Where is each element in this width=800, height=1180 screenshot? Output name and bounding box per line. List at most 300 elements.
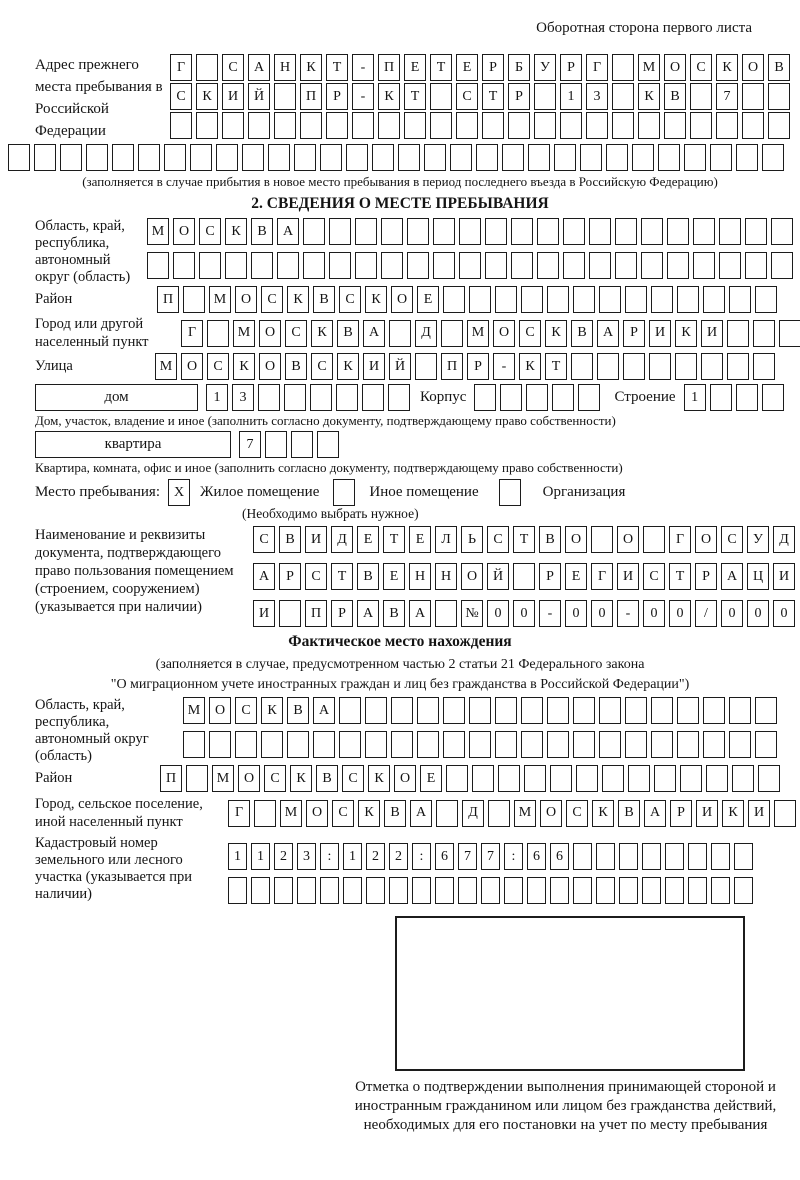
char-box[interactable]	[677, 697, 699, 724]
char-box[interactable]	[719, 218, 741, 245]
char-box[interactable]: Т	[404, 83, 426, 110]
char-box[interactable]	[710, 144, 732, 171]
char-box[interactable]: К	[378, 83, 400, 110]
char-box[interactable]: А	[313, 697, 335, 724]
char-box[interactable]: К	[519, 353, 541, 380]
char-box[interactable]: 0	[591, 600, 613, 627]
char-box[interactable]	[524, 765, 546, 792]
char-box[interactable]	[573, 843, 592, 870]
char-box[interactable]	[729, 286, 751, 313]
char-box[interactable]: К	[287, 286, 309, 313]
char-box[interactable]: Д	[462, 800, 484, 827]
char-box[interactable]: М	[147, 218, 169, 245]
char-box[interactable]	[469, 286, 491, 313]
char-box[interactable]: 2	[366, 843, 385, 870]
char-box[interactable]: Р	[539, 563, 561, 590]
char-box[interactable]	[623, 353, 645, 380]
char-box[interactable]: А	[277, 218, 299, 245]
char-box[interactable]: М	[280, 800, 302, 827]
char-box[interactable]: 0	[773, 600, 795, 627]
char-box[interactable]	[573, 697, 595, 724]
char-box[interactable]: Г	[591, 563, 613, 590]
char-box[interactable]: С	[721, 526, 743, 553]
char-box[interactable]: Р	[279, 563, 301, 590]
char-box[interactable]	[612, 83, 634, 110]
char-box[interactable]: 1	[560, 83, 582, 110]
char-box[interactable]	[450, 144, 472, 171]
char-box[interactable]	[547, 697, 569, 724]
char-box[interactable]	[580, 144, 602, 171]
char-box[interactable]: О	[540, 800, 562, 827]
char-box[interactable]	[216, 144, 238, 171]
char-box[interactable]: М	[638, 54, 660, 81]
char-box[interactable]: К	[638, 83, 660, 110]
char-box[interactable]: Г	[669, 526, 691, 553]
char-box[interactable]	[768, 112, 790, 139]
char-box[interactable]: В	[384, 800, 406, 827]
char-box[interactable]: 7	[239, 431, 261, 458]
char-box[interactable]	[291, 431, 313, 458]
char-box[interactable]	[274, 112, 296, 139]
char-box[interactable]: 3	[297, 843, 316, 870]
char-box[interactable]: К	[233, 353, 255, 380]
char-box[interactable]	[753, 353, 775, 380]
char-box[interactable]	[469, 697, 491, 724]
char-box[interactable]: Р	[331, 600, 353, 627]
char-box[interactable]	[680, 765, 702, 792]
char-box[interactable]: М	[183, 697, 205, 724]
char-box[interactable]: 0	[513, 600, 535, 627]
char-box[interactable]	[534, 83, 556, 110]
char-box[interactable]: В	[664, 83, 686, 110]
char-box[interactable]	[651, 697, 673, 724]
char-box[interactable]: Е	[357, 526, 379, 553]
char-box[interactable]	[433, 252, 455, 279]
char-box[interactable]	[458, 877, 477, 904]
char-box[interactable]: С	[690, 54, 712, 81]
char-box[interactable]	[771, 218, 793, 245]
char-box[interactable]: Р	[508, 83, 530, 110]
char-box[interactable]	[164, 144, 186, 171]
char-box[interactable]	[651, 286, 673, 313]
char-box[interactable]: О	[209, 697, 231, 724]
char-box[interactable]	[753, 320, 775, 347]
char-box[interactable]: О	[391, 286, 413, 313]
char-box[interactable]	[459, 218, 481, 245]
char-box[interactable]: А	[248, 54, 270, 81]
char-box[interactable]	[265, 431, 287, 458]
char-box[interactable]	[8, 144, 30, 171]
char-box[interactable]: О	[173, 218, 195, 245]
char-box[interactable]: В	[285, 353, 307, 380]
char-box[interactable]	[658, 144, 680, 171]
char-box[interactable]	[277, 252, 299, 279]
char-box[interactable]: К	[716, 54, 738, 81]
char-box[interactable]: Д	[331, 526, 353, 553]
char-box[interactable]: О	[238, 765, 260, 792]
char-box[interactable]: 3	[586, 83, 608, 110]
char-box[interactable]	[485, 218, 507, 245]
char-box[interactable]	[225, 252, 247, 279]
char-box[interactable]: 0	[721, 600, 743, 627]
char-box[interactable]	[734, 877, 753, 904]
char-box[interactable]	[170, 112, 192, 139]
char-box[interactable]	[690, 83, 712, 110]
char-box[interactable]	[599, 697, 621, 724]
char-box[interactable]: /	[695, 600, 717, 627]
char-box[interactable]: В	[383, 600, 405, 627]
char-box[interactable]	[762, 144, 784, 171]
stay-option-organization-checkbox[interactable]	[499, 479, 521, 506]
char-box[interactable]	[688, 877, 707, 904]
char-box[interactable]	[596, 843, 615, 870]
char-box[interactable]: К	[311, 320, 333, 347]
char-box[interactable]	[474, 384, 496, 411]
char-box[interactable]: Л	[435, 526, 457, 553]
char-box[interactable]: К	[722, 800, 744, 827]
char-box[interactable]: -	[352, 83, 374, 110]
char-box[interactable]: О	[394, 765, 416, 792]
char-box[interactable]	[745, 252, 767, 279]
char-box[interactable]	[711, 877, 730, 904]
char-box[interactable]	[415, 353, 437, 380]
char-box[interactable]: Г	[586, 54, 608, 81]
char-box[interactable]	[716, 112, 738, 139]
char-box[interactable]	[495, 731, 517, 758]
char-box[interactable]	[508, 112, 530, 139]
char-box[interactable]	[336, 384, 358, 411]
char-box[interactable]	[365, 697, 387, 724]
char-box[interactable]	[430, 83, 452, 110]
char-box[interactable]: Р	[326, 83, 348, 110]
char-box[interactable]: 7	[481, 843, 500, 870]
char-box[interactable]	[251, 877, 270, 904]
char-box[interactable]: Г	[170, 54, 192, 81]
char-box[interactable]	[684, 144, 706, 171]
char-box[interactable]	[589, 218, 611, 245]
char-box[interactable]	[407, 218, 429, 245]
char-box[interactable]: О	[235, 286, 257, 313]
char-box[interactable]	[586, 112, 608, 139]
char-box[interactable]: М	[209, 286, 231, 313]
char-box[interactable]	[329, 252, 351, 279]
char-box[interactable]	[435, 877, 454, 904]
char-box[interactable]	[563, 252, 585, 279]
char-box[interactable]: И	[253, 600, 275, 627]
char-box[interactable]	[521, 286, 543, 313]
char-box[interactable]: 2	[274, 843, 293, 870]
char-box[interactable]: О	[565, 526, 587, 553]
char-box[interactable]	[755, 731, 777, 758]
char-box[interactable]: 6	[527, 843, 546, 870]
char-box[interactable]	[389, 877, 408, 904]
char-box[interactable]	[550, 765, 572, 792]
char-box[interactable]: В	[768, 54, 790, 81]
char-box[interactable]	[693, 218, 715, 245]
char-box[interactable]: К	[261, 697, 283, 724]
char-box[interactable]: С	[487, 526, 509, 553]
char-box[interactable]	[665, 877, 684, 904]
char-box[interactable]	[459, 252, 481, 279]
char-box[interactable]	[441, 320, 463, 347]
char-box[interactable]: К	[368, 765, 390, 792]
char-box[interactable]: П	[160, 765, 182, 792]
char-box[interactable]	[675, 353, 697, 380]
char-box[interactable]	[303, 252, 325, 279]
char-box[interactable]	[436, 800, 458, 827]
char-box[interactable]	[190, 144, 212, 171]
char-box[interactable]	[469, 731, 491, 758]
char-box[interactable]	[435, 600, 457, 627]
char-box[interactable]	[481, 877, 500, 904]
char-box[interactable]	[643, 526, 665, 553]
char-box[interactable]: Н	[274, 54, 296, 81]
char-box[interactable]	[719, 252, 741, 279]
char-box[interactable]: М	[514, 800, 536, 827]
char-box[interactable]	[343, 877, 362, 904]
char-box[interactable]	[485, 252, 507, 279]
char-box[interactable]: Р	[482, 54, 504, 81]
char-box[interactable]	[391, 697, 413, 724]
char-box[interactable]	[430, 112, 452, 139]
char-box[interactable]	[472, 765, 494, 792]
char-box[interactable]: П	[441, 353, 463, 380]
char-box[interactable]: О	[306, 800, 328, 827]
char-box[interactable]	[667, 252, 689, 279]
char-box[interactable]	[727, 353, 749, 380]
char-box[interactable]	[596, 877, 615, 904]
char-box[interactable]	[446, 765, 468, 792]
char-box[interactable]	[573, 731, 595, 758]
char-box[interactable]	[412, 877, 431, 904]
char-box[interactable]	[571, 353, 593, 380]
char-box[interactable]	[547, 731, 569, 758]
char-box[interactable]	[258, 384, 280, 411]
char-box[interactable]	[228, 877, 247, 904]
char-box[interactable]	[495, 286, 517, 313]
char-box[interactable]: 0	[643, 600, 665, 627]
char-box[interactable]: Р	[467, 353, 489, 380]
char-box[interactable]	[641, 252, 663, 279]
char-box[interactable]	[235, 731, 257, 758]
char-box[interactable]	[628, 765, 650, 792]
char-box[interactable]	[573, 286, 595, 313]
char-box[interactable]	[774, 800, 796, 827]
char-box[interactable]	[526, 384, 548, 411]
char-box[interactable]: С	[643, 563, 665, 590]
char-box[interactable]	[183, 286, 205, 313]
char-box[interactable]	[456, 112, 478, 139]
char-box[interactable]	[734, 843, 753, 870]
char-box[interactable]: Й	[389, 353, 411, 380]
char-box[interactable]	[500, 384, 522, 411]
char-box[interactable]	[745, 218, 767, 245]
char-box[interactable]: С	[170, 83, 192, 110]
char-box[interactable]: 1	[251, 843, 270, 870]
char-box[interactable]	[589, 252, 611, 279]
char-box[interactable]: -	[539, 600, 561, 627]
char-box[interactable]	[665, 843, 684, 870]
char-box[interactable]	[389, 320, 411, 347]
char-box[interactable]: 0	[747, 600, 769, 627]
char-box[interactable]	[398, 144, 420, 171]
char-box[interactable]: О	[259, 353, 281, 380]
char-box[interactable]: В	[571, 320, 593, 347]
char-box[interactable]	[591, 526, 613, 553]
char-box[interactable]: Г	[228, 800, 250, 827]
char-box[interactable]	[677, 731, 699, 758]
char-box[interactable]: А	[363, 320, 385, 347]
char-box[interactable]	[625, 286, 647, 313]
char-box[interactable]	[417, 731, 439, 758]
char-box[interactable]	[619, 877, 638, 904]
char-box[interactable]	[433, 218, 455, 245]
char-box[interactable]: С	[253, 526, 275, 553]
char-box[interactable]: -	[493, 353, 515, 380]
char-box[interactable]: -	[352, 54, 374, 81]
char-box[interactable]	[476, 144, 498, 171]
char-box[interactable]: 2	[389, 843, 408, 870]
char-box[interactable]	[207, 320, 229, 347]
char-box[interactable]: 0	[487, 600, 509, 627]
char-box[interactable]	[313, 731, 335, 758]
char-box[interactable]	[254, 800, 276, 827]
char-box[interactable]: К	[675, 320, 697, 347]
char-box[interactable]: Т	[326, 54, 348, 81]
char-box[interactable]: С	[235, 697, 257, 724]
char-box[interactable]: О	[617, 526, 639, 553]
char-box[interactable]: А	[721, 563, 743, 590]
char-box[interactable]	[573, 877, 592, 904]
char-box[interactable]: К	[545, 320, 567, 347]
char-box[interactable]	[779, 320, 800, 347]
char-box[interactable]: Р	[695, 563, 717, 590]
char-box[interactable]	[528, 144, 550, 171]
char-box[interactable]: 7	[716, 83, 738, 110]
char-box[interactable]: А	[597, 320, 619, 347]
char-box[interactable]	[209, 731, 231, 758]
char-box[interactable]: С	[222, 54, 244, 81]
char-box[interactable]: С	[285, 320, 307, 347]
char-box[interactable]: К	[196, 83, 218, 110]
char-box[interactable]	[287, 731, 309, 758]
char-box[interactable]	[482, 112, 504, 139]
stay-option-other-checkbox[interactable]	[333, 479, 355, 506]
char-box[interactable]	[300, 112, 322, 139]
char-box[interactable]	[173, 252, 195, 279]
char-box[interactable]	[274, 877, 293, 904]
char-box[interactable]: О	[493, 320, 515, 347]
char-box[interactable]: Т	[383, 526, 405, 553]
char-box[interactable]	[560, 112, 582, 139]
char-box[interactable]	[606, 144, 628, 171]
char-box[interactable]	[651, 731, 673, 758]
char-box[interactable]	[498, 765, 520, 792]
char-box[interactable]: Ц	[747, 563, 769, 590]
char-box[interactable]	[615, 252, 637, 279]
char-box[interactable]	[196, 54, 218, 81]
char-box[interactable]	[310, 384, 332, 411]
char-box[interactable]	[222, 112, 244, 139]
char-box[interactable]	[268, 144, 290, 171]
char-box[interactable]	[443, 731, 465, 758]
char-box[interactable]: О	[181, 353, 203, 380]
char-box[interactable]	[537, 218, 559, 245]
char-box[interactable]	[554, 144, 576, 171]
char-box[interactable]	[688, 843, 707, 870]
char-box[interactable]: Т	[331, 563, 353, 590]
char-box[interactable]: А	[253, 563, 275, 590]
char-box[interactable]	[615, 218, 637, 245]
char-box[interactable]: И	[701, 320, 723, 347]
char-box[interactable]: К	[358, 800, 380, 827]
char-box[interactable]: М	[467, 320, 489, 347]
char-box[interactable]: А	[644, 800, 666, 827]
char-box[interactable]: В	[357, 563, 379, 590]
char-box[interactable]	[703, 731, 725, 758]
char-box[interactable]	[284, 384, 306, 411]
char-box[interactable]	[317, 431, 339, 458]
char-box[interactable]: С	[311, 353, 333, 380]
char-box[interactable]	[34, 144, 56, 171]
char-box[interactable]: И	[617, 563, 639, 590]
char-box[interactable]	[199, 252, 221, 279]
char-box[interactable]	[758, 765, 780, 792]
char-box[interactable]	[513, 563, 535, 590]
char-box[interactable]	[632, 144, 654, 171]
char-box[interactable]	[511, 218, 533, 245]
char-box[interactable]: У	[534, 54, 556, 81]
char-box[interactable]: Д	[415, 320, 437, 347]
char-box[interactable]	[417, 697, 439, 724]
char-box[interactable]: И	[222, 83, 244, 110]
char-box[interactable]: С	[332, 800, 354, 827]
char-box[interactable]: С	[264, 765, 286, 792]
char-box[interactable]: Т	[545, 353, 567, 380]
char-box[interactable]: П	[378, 54, 400, 81]
char-box[interactable]	[552, 384, 574, 411]
char-box[interactable]	[654, 765, 676, 792]
char-box[interactable]	[147, 252, 169, 279]
char-box[interactable]: О	[742, 54, 764, 81]
char-box[interactable]	[443, 286, 465, 313]
char-box[interactable]: :	[412, 843, 431, 870]
char-box[interactable]: И	[748, 800, 770, 827]
char-box[interactable]	[303, 218, 325, 245]
char-box[interactable]: И	[363, 353, 385, 380]
char-box[interactable]: Е	[565, 563, 587, 590]
char-box[interactable]	[297, 877, 316, 904]
char-box[interactable]: В	[618, 800, 640, 827]
char-box[interactable]	[502, 144, 524, 171]
char-box[interactable]	[407, 252, 429, 279]
char-box[interactable]: К	[300, 54, 322, 81]
char-box[interactable]	[251, 252, 273, 279]
char-box[interactable]: В	[337, 320, 359, 347]
char-box[interactable]: С	[566, 800, 588, 827]
char-box[interactable]: Й	[487, 563, 509, 590]
char-box[interactable]	[355, 252, 377, 279]
char-box[interactable]: Г	[181, 320, 203, 347]
char-box[interactable]	[339, 731, 361, 758]
char-box[interactable]	[727, 320, 749, 347]
char-box[interactable]: И	[773, 563, 795, 590]
char-box[interactable]: Т	[482, 83, 504, 110]
char-box[interactable]: К	[290, 765, 312, 792]
char-box[interactable]	[294, 144, 316, 171]
char-box[interactable]	[642, 843, 661, 870]
char-box[interactable]: К	[592, 800, 614, 827]
